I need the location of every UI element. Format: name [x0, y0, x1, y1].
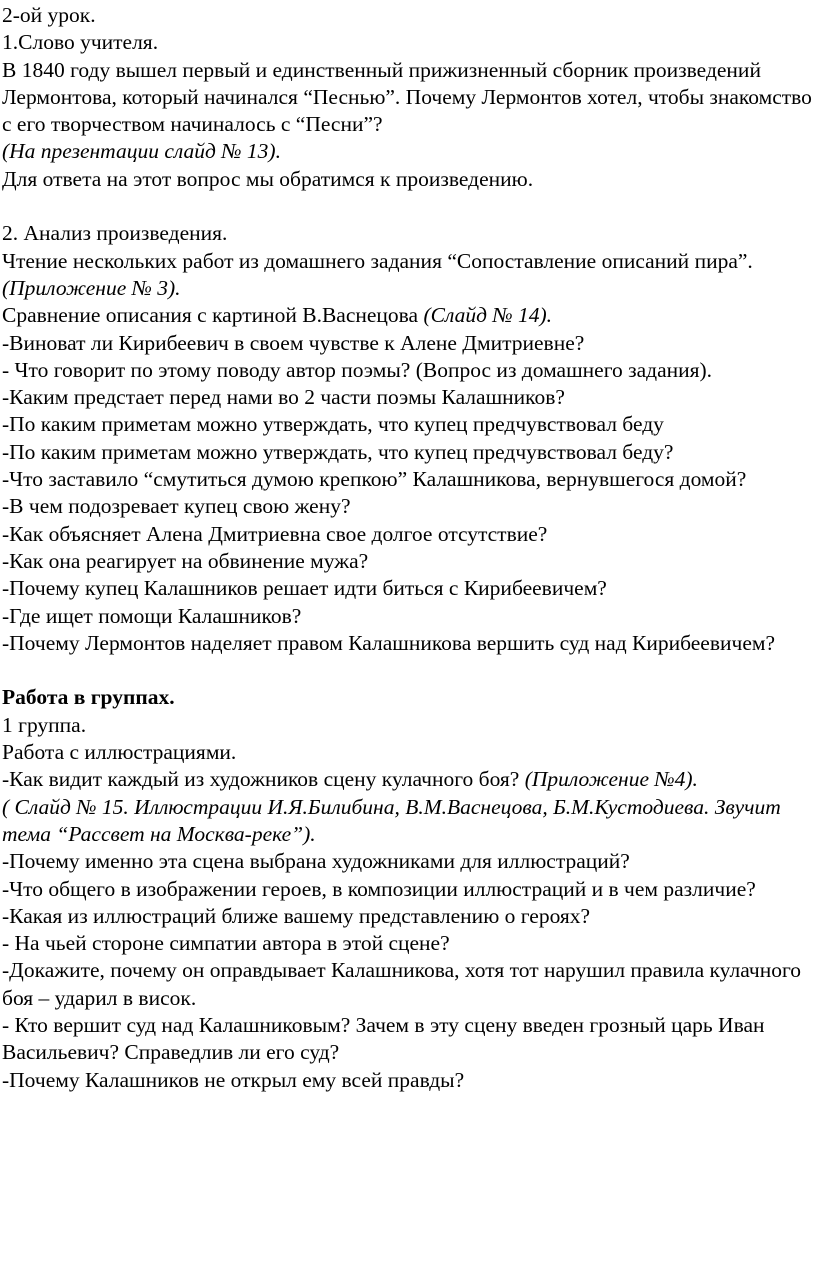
blank-line	[2, 657, 814, 684]
group-work-heading: Работа в группах.	[2, 685, 175, 710]
lesson-title: 2-ой урок.	[2, 3, 96, 27]
section1-heading: 1.Слово учителя.	[2, 30, 159, 55]
question-item: -Докажите, почему он оправдывает Калашникова, хотя тот нарушил правила кулачного боя – ударил в висок.	[2, 958, 801, 1010]
question-item: -Каким предстает перед нами во 2 части поэмы Калашников?	[2, 385, 565, 410]
document-page	[2, 2, 814, 1094]
comparison-text: Сравнение описания с картиной В.Васнецова	[2, 303, 424, 328]
question-item: -По каким приметам можно утверждать, что купец предчувствовал беду	[2, 412, 664, 437]
section1-paragraph: В 1840 году вышел первый и единственный прижизненный сборник произведений Лермонтова, который начинался “Песнью”. Почему Лермонтов хотел, чтобы знакомство с его творчеством начиналось с “Песни”?	[2, 57, 812, 137]
question-item: -Что общего в изображении героев, в композиции иллюстраций и в чем различие?	[2, 876, 756, 901]
group-label: 1 группа.	[2, 712, 87, 737]
comparison-slide-note: (Слайд № 14).	[423, 303, 553, 328]
question-item: -Где ищет помощи Калашников?	[2, 603, 302, 628]
group-question-1	[2, 766, 814, 793]
question-item: -По каким приметам можно утверждать, что купец предчувствовал беду?	[2, 439, 674, 464]
question-item: -В чем подозревает купец свою жену?	[2, 494, 351, 519]
section1-slide-note: (На презентации слайд № 13).	[2, 139, 281, 164]
question-item: -Какая из иллюстраций ближе вашему представлению о героях?	[2, 903, 591, 928]
question-item: -Как объясняет Алена Дмитриевна свое долгое отсутствие?	[2, 521, 548, 546]
group-q1-appendix: (Приложение №4).	[524, 767, 698, 792]
question-item: - На чьей стороне симпатии автора в этой сцене?	[2, 931, 450, 956]
question-item: - Кто вершит суд над Калашниковым? Зачем в эту сцену введен грозный царь Иван Васильевич? Справедлив ли его суд?	[2, 1012, 765, 1065]
group-q1-text: -Как видит каждый из художников сцену кулачного боя?	[2, 767, 525, 792]
question-item: - Что говорит по этому поводу автор поэмы? (Вопрос из домашнего задания).	[2, 357, 713, 382]
section2-comparison	[2, 302, 814, 329]
question-item: -Как она реагирует на обвинение мужа?	[2, 548, 369, 573]
group-task: Работа с иллюстрациями.	[2, 740, 237, 765]
question-item: -Виноват ли Кирибеевич в своем чувстве к Алене Дмитриевне?	[2, 330, 585, 355]
group-slide-note: ( Слайд № 15. Иллюстрации И.Я.Билибина, В.М.Васнецова, Б.М.Кустодиева. Звучит тема “Рассвет на Москва-реке”).	[2, 794, 781, 846]
section2-heading: 2. Анализ произведения.	[2, 221, 228, 246]
section1-answer-intro: Для ответа на этот вопрос мы обратимся к произведению.	[2, 166, 534, 191]
question-item: -Почему Лермонтов наделяет правом Калашникова вершить суд над Кирибеевичем?	[2, 630, 776, 655]
question-item: -Почему именно эта сцена выбрана художниками для иллюстраций?	[2, 849, 630, 874]
blank-line	[2, 193, 814, 220]
section2-appendix-note: (Приложение № 3).	[2, 275, 181, 300]
question-item: -Что заставило “смутиться думою крепкою” Калашникова, вернувшегося домой?	[2, 467, 747, 492]
question-item: -Почему Калашников не открыл ему всей правды?	[2, 1067, 465, 1092]
section2-reading: Чтение нескольких работ из домашнего задания “Сопоставление описаний пира”.	[2, 248, 753, 273]
question-item: -Почему купец Калашников решает идти биться с Кирибеевичем?	[2, 576, 607, 601]
